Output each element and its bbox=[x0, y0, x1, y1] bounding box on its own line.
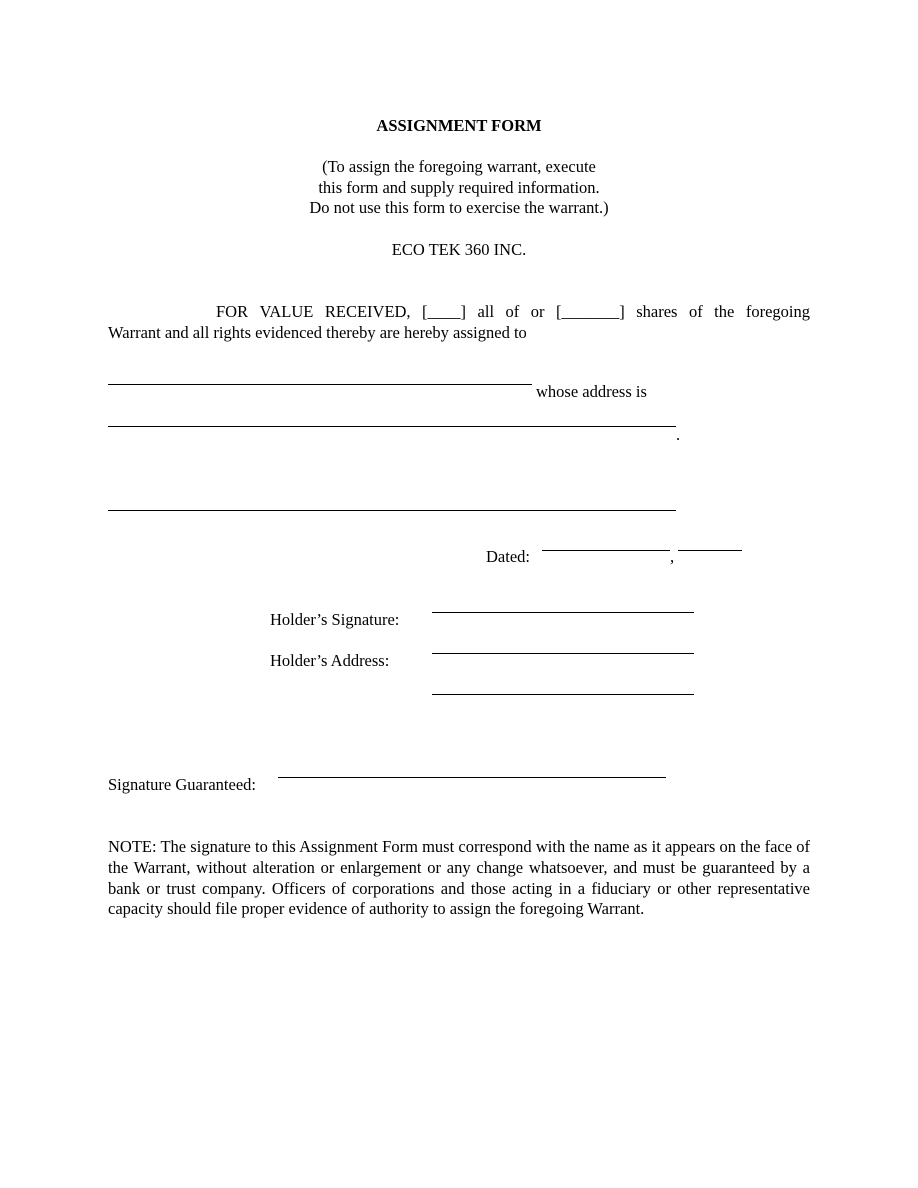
shares-count-blank[interactable]: [_______] bbox=[555, 302, 625, 321]
warrant-fraction-blank[interactable]: [____] bbox=[422, 302, 467, 321]
assignee-address-line-2[interactable] bbox=[108, 510, 676, 511]
address-period: . bbox=[676, 425, 681, 444]
assignment-word: the bbox=[714, 302, 735, 321]
assignment-word: shares bbox=[636, 302, 678, 321]
whose-address-label: whose address is bbox=[536, 382, 647, 401]
holder-address-line-1[interactable] bbox=[432, 653, 694, 654]
instruction-line: this form and supply required information. bbox=[318, 177, 600, 197]
signature-guaranteed-line[interactable] bbox=[278, 777, 666, 778]
assignment-word: RECEIVED, bbox=[324, 302, 411, 321]
dated-label: Dated: bbox=[486, 547, 530, 566]
instruction-line: Do not use this form to exercise the warrant.) bbox=[309, 198, 609, 217]
dated-year-line[interactable] bbox=[678, 550, 742, 551]
form-title: ASSIGNMENT FORM bbox=[376, 116, 542, 135]
assignee-address-line-1[interactable] bbox=[108, 426, 676, 427]
instruction-line: (To assign the foregoing warrant, execute bbox=[322, 157, 596, 176]
assignment-word: of bbox=[688, 302, 703, 321]
assignment-word: all bbox=[477, 302, 495, 321]
holder-address-label: Holder’s Address: bbox=[270, 651, 390, 670]
assignment-paragraph bbox=[108, 302, 810, 343]
holder-signature-line[interactable] bbox=[432, 612, 694, 613]
assignment-line-2: Warrant and all rights evidenced thereby are hereby assigned to bbox=[108, 322, 527, 342]
holder-signature-label: Holder’s Signature: bbox=[270, 610, 400, 629]
dated-comma: , bbox=[670, 547, 675, 566]
company-name: ECO TEK 360 INC. bbox=[391, 240, 527, 259]
assignee-name-line[interactable] bbox=[108, 384, 532, 385]
holder-address-line-2[interactable] bbox=[432, 694, 694, 695]
assignment-note: NOTE: The signature to this Assignment Form must correspond with the name as it appears on the face of the Warrant, without alteration or enlargement or any change whatsoever, and must be guaranteed by a bank or trust company. Officers of corporations and those acting in a fiduciary or other representative capacity should file proper evidence of authority to assign the foregoing Warrant. bbox=[108, 837, 810, 919]
assignment-line-1 bbox=[108, 302, 810, 323]
signature-guaranteed-label: Signature Guaranteed: bbox=[108, 775, 256, 794]
assignment-word: VALUE bbox=[259, 302, 314, 321]
assignment-word: FOR bbox=[216, 302, 249, 321]
assignment-word: of bbox=[505, 302, 520, 321]
form-instructions bbox=[0, 157, 918, 219]
assignment-word: or bbox=[530, 302, 545, 321]
assignment-word: foregoing bbox=[745, 302, 810, 321]
dated-month-day-line[interactable] bbox=[542, 550, 670, 551]
